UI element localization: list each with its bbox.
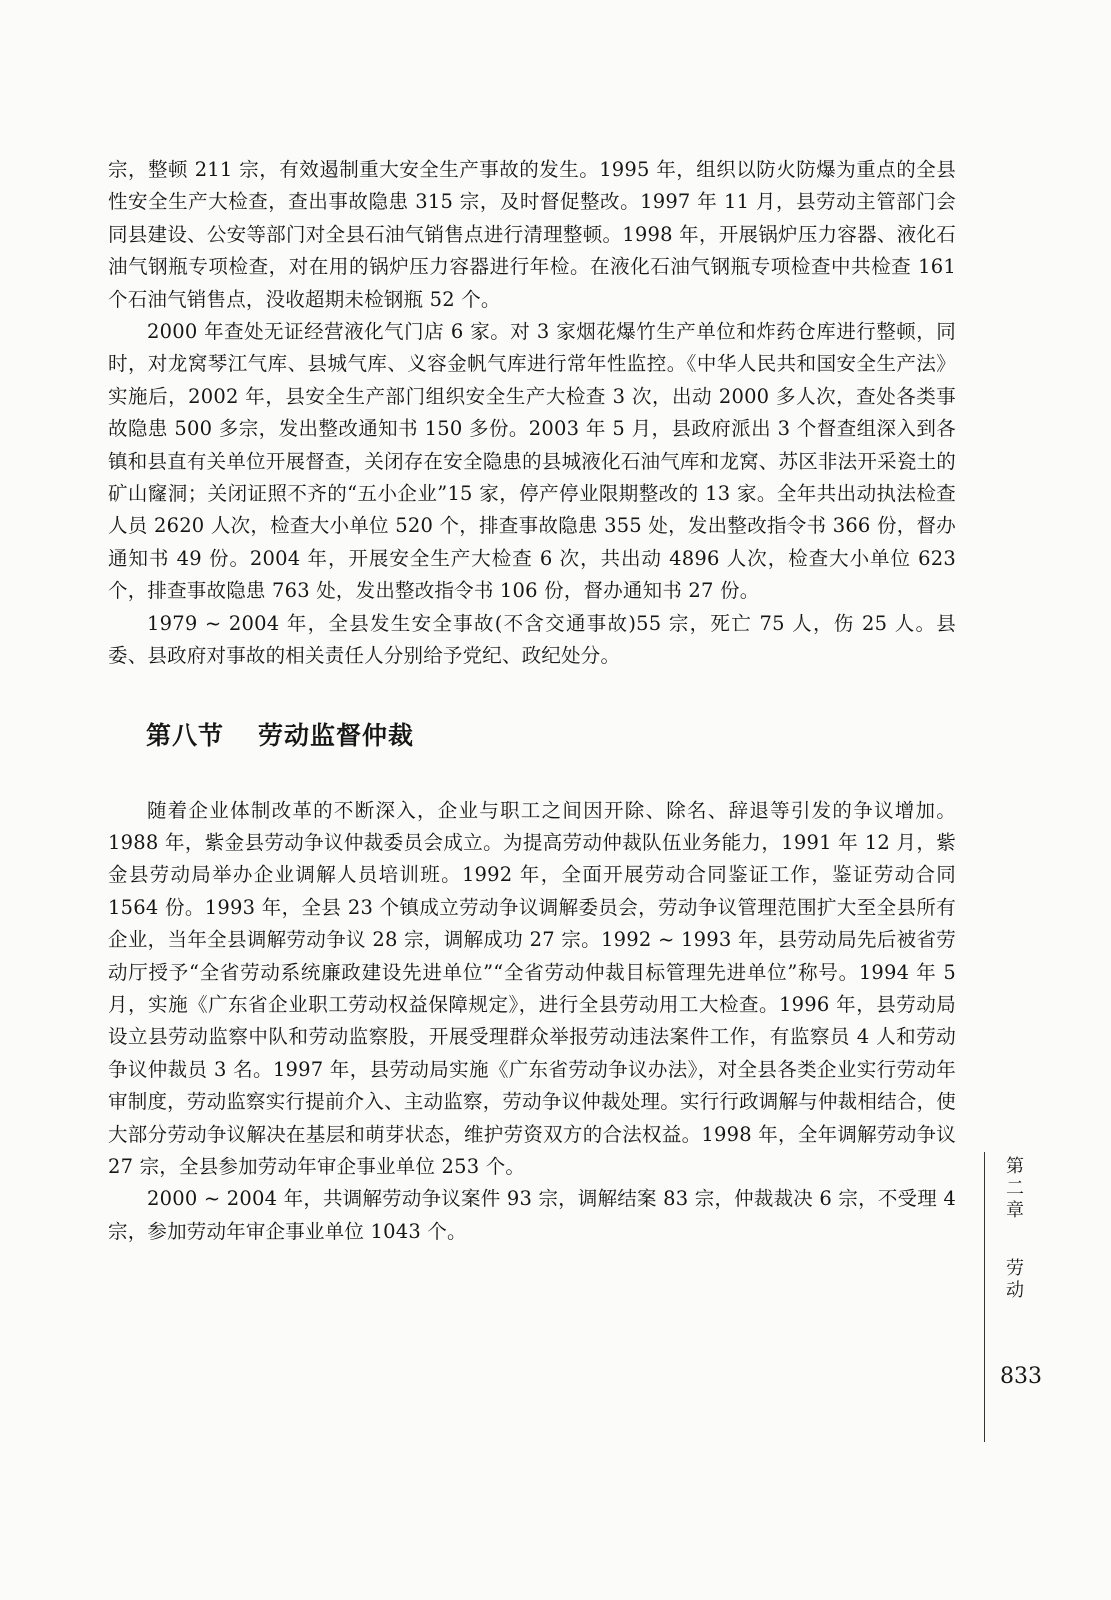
paragraph-1: 宗，整顿 211 宗，有效遏制重大安全生产事故的发生。1995 年，组织以防火防爆为重点的全县性安全生产大检查，查出事故隐患 315 宗，及时督促整改。1997 年 11 月，县劳动主管部门会同县建设、公安等部门对全县石油气销售点进行清理整顿。1998 年，开展锅炉压力容器、液化石油气钢瓶专项检查，对在用的锅炉压力容器进行年检。在液化石油气钢瓶专项检查中共检查 161 个石油气销售点，没收超期未检钢瓶 52 个。 [108, 158, 956, 311]
sidebar-chapter-title: 劳动 [1003, 1258, 1024, 1302]
sidebar-chapter-label: 第二章 [1003, 1156, 1024, 1222]
section-title: 劳动监督仲裁 [258, 720, 415, 750]
paragraph-5: 2000 ~ 2004 年，共调解劳动争议案件 93 宗，调解结案 83 宗，仲裁裁决 6 宗，不受理 4 宗，参加劳动年审企事业单位 1043 个。 [108, 1187, 956, 1243]
page-number: 833 [1000, 1364, 1042, 1389]
paragraph-3: 1979 ~ 2004 年，全县发生安全事故(不含交通事故)55 宗，死亡 75 人，伤 25 人。县委、县政府对事故的相关责任人分别给予党纪、政纪处分。 [108, 611, 956, 668]
paragraphs-before-section [108, 154, 956, 673]
paragraph-4: 随着企业体制改革的不断深入，企业与职工之间因开除、除名、辞退等引发的争议增加。1988 年，紫金县劳动争议仲裁委员会成立。为提高劳动仲裁队伍业务能力，1991 年 12 月，紫金县劳动局举办企业调解人员培训班。1992 年，全面开展劳动合同鉴证工作，鉴证劳动合同 1564 份。1993 年，全县 23 个镇成立劳动争议调解委员会，劳动争议管理范围扩大至全县所有企业，当年全县调解劳动争议 28 宗，调解成功 27 宗。1992 ~ 1993 年，县劳动局先后被省劳动厅授予“全省劳动系统廉政建设先进单位”“全省劳动仲裁目标管理先进单位”称号。1994 年 5 月，实施《广东省企业职工劳动权益保障规定》，进行全县劳动用工大检查。1996 年，县劳动局设立县劳动监察中队和劳动监察股，开展受理群众举报劳动违法案件工作，有监察员 4 人和劳动争议仲裁员 3 名。1997 年，县劳动局实施《广东省劳动争议办法》，对全县各类企业实行劳动年审制度，劳动监察实行提前介入、主动监察，劳动争议仲裁处理。实行行政调解与仲裁相结合，使大部分劳动争议解决在基层和萌芽状态，维护劳资双方的合法权益。1998 年，全年调解劳动争议 27 宗，全县参加劳动年审企事业单位 253 个。 [108, 798, 956, 1178]
body-text-column [108, 154, 956, 1248]
paragraph-2: 2000 年查处无证经营液化气门店 6 家。对 3 家烟花爆竹生产单位和炸药仓库进行整顿，同时，对龙窝琴江气库、县城气库、义容金帆气库进行常年性监控。《中华人民共和国安全生产法》实施后，2002 年，县安全生产部门组织安全生产大检查 3 次，出动 2000 多人次，查处各类事故隐患 500 多宗，发出整改通知书 150 多份。2003 年 5 月，县政府派出 3 个督查组深入到各镇和县直有关单位开展督查，关闭存在安全隐患的县城液化石油气库和龙窝、苏区非法开采瓷土的矿山窿洞；关闭证照不齐的“五小企业”15 家，停产停业限期整改的 13 家。全年共出动执法检查人员 2620 人次，检查大小单位 520 个，排查事故隐患 355 处，发出整改指令书 366 份，督办通知书 49 份。2004 年，开展安全生产大检查 6 次，共出动 4896 人次，检查大小单位 623 个，排查事故隐患 763 处，发出整改指令书 106 份，督办通知书 27 份。 [108, 320, 956, 603]
sidebar-divider [984, 1152, 985, 1442]
section-heading [146, 721, 956, 751]
section-number: 第八节 [146, 720, 225, 750]
paragraphs-after-section [108, 795, 956, 1249]
